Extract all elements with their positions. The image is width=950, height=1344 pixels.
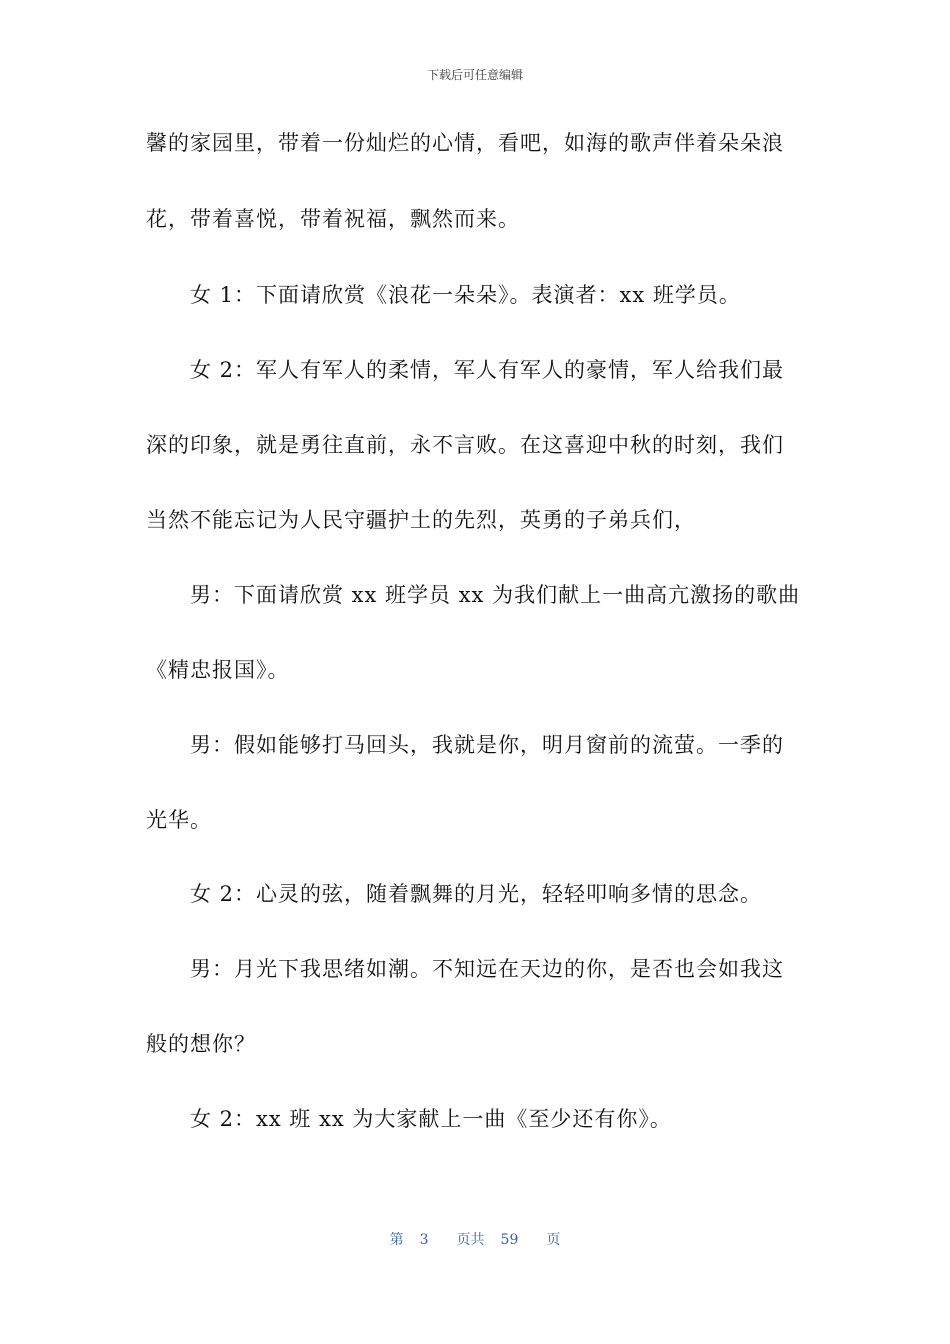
paragraph-line: 女 2：心灵的弦，随着飘舞的月光，轻轻叩响多情的思念。 (190, 882, 763, 906)
paragraph-line: 光华。 (146, 808, 212, 832)
paragraph-line: 《精忠报国》。 (146, 658, 290, 682)
paragraph-line: 般的想你？ (146, 1032, 256, 1056)
total-pages: 59 (500, 1232, 519, 1248)
paragraph-line: 女 2：军人有军人的柔情，军人有军人的豪情，军人给我们最 (190, 358, 785, 382)
page-label-mid: 页共 (456, 1232, 485, 1248)
page-label-suffix: 页 (546, 1232, 561, 1248)
paragraph-line: 男：假如能够打马回头，我就是你，明月窗前的流萤。一季的 (190, 733, 784, 757)
paragraph-line: 男：下面请欣赏 xx 班学员 xx 为我们献上一曲高亢激扬的歌曲 (190, 583, 801, 607)
page-label-prefix: 第 (389, 1232, 404, 1248)
page-footer (0, 1229, 950, 1249)
paragraph-line: 深的印象，就是勇往直前，永不言败。在这喜迎中秋的时刻，我们 (146, 433, 784, 457)
paragraph-line: 女 2：xx 班 xx 为大家献上一曲《至少还有你》。 (190, 1107, 672, 1131)
page-number: 3 (419, 1232, 429, 1248)
paragraph-line: 女 1：下面请欣赏《浪花一朵朵》。表演者：xx 班学员。 (190, 283, 741, 307)
paragraph-line: 男：月光下我思绪如潮。不知远在天边的你，是否也会如我这 (190, 957, 784, 981)
paragraph-line: 花，带着喜悦，带着祝福，飘然而来。 (146, 207, 520, 231)
header-note: 下载后可任意编辑 (426, 68, 523, 82)
paragraph-line: 当然不能忘记为人民守疆护土的先烈，英勇的子弟兵们， (146, 508, 696, 532)
paragraph-line: 馨的家园里，带着一份灿烂的心情，看吧，如海的歌声伴着朵朵浪 (146, 131, 784, 155)
